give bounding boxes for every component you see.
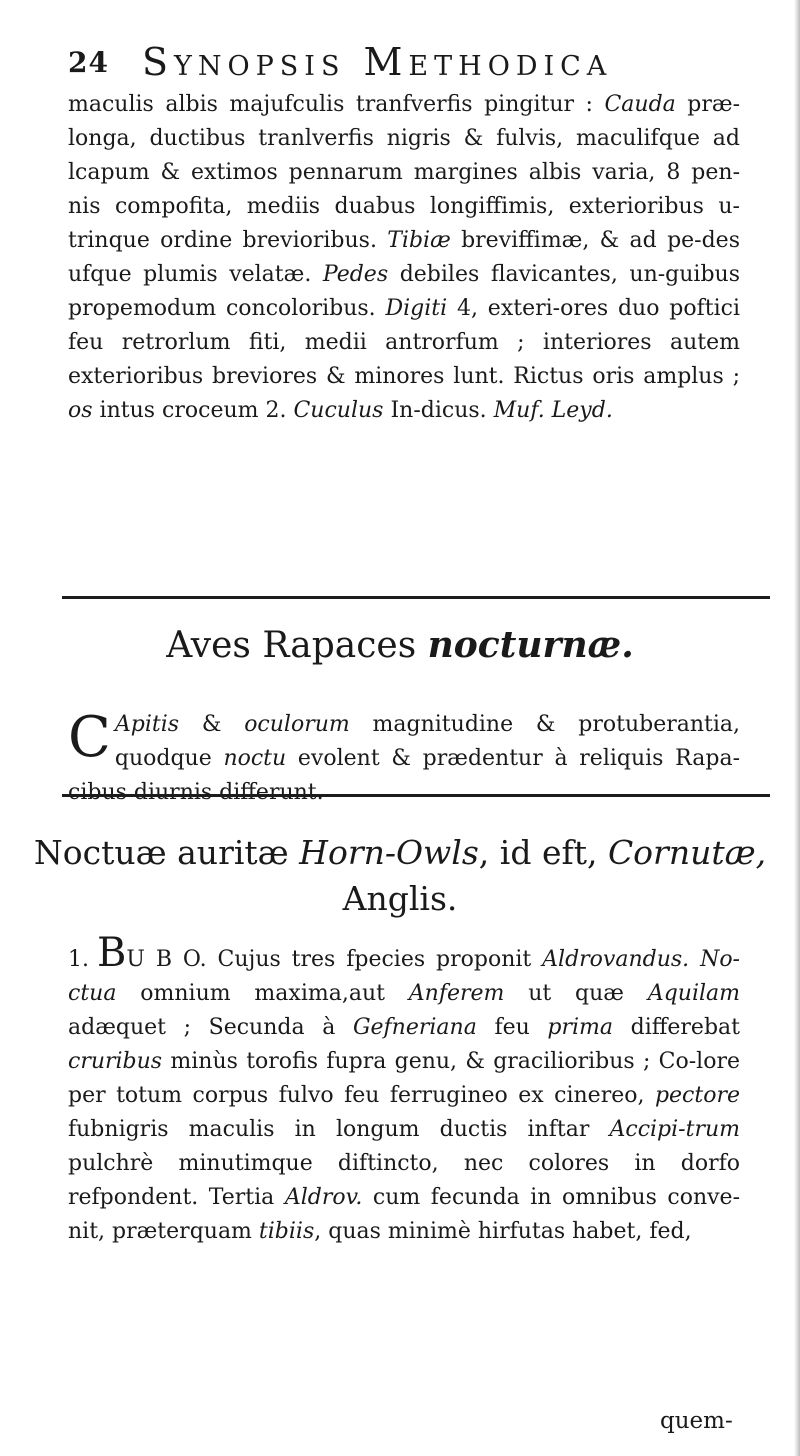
italic-run: No-ctua xyxy=(68,947,740,1006)
italic-run: Anferem xyxy=(408,981,505,1006)
entry-number: 1. xyxy=(68,947,89,972)
text-run: pulchrè minutimque diftincto, nec colores in dorfo refpondent. Tertia xyxy=(68,1151,740,1210)
text-run: omnium maxima,aut xyxy=(116,981,409,1006)
entry-text xyxy=(68,947,740,1244)
section-heading-italic: nocturnæ. xyxy=(427,624,634,666)
text-run: 4, exteri-ores duo poftici feu retrorlum fiti, medii antrorfum ; interiores autem exterioribus breviores & minores lunt. Rictus oris amplus ; xyxy=(68,296,741,389)
italic-run: Accipi-trum xyxy=(609,1117,740,1142)
text-run: fubnigris maculis in longum ductis inftar xyxy=(68,1117,610,1142)
italic-run: Digiti xyxy=(385,296,448,321)
entry-bubo-paragraph xyxy=(68,930,741,1249)
text-run: præ-longa, ductibus tranlverfis nigris & fulvis, maculifque ad lcapum & extimos pennarum margines albis varia, 8 pen-nis compofita, mediis duabus longiffimis, exterioribus u-trinque ordine brevioribus. xyxy=(68,92,740,253)
italic-run: prima xyxy=(547,1015,614,1040)
section-divider-rule xyxy=(62,794,770,797)
subsection-heading xyxy=(0,830,800,876)
catchword: quem- xyxy=(660,1408,733,1434)
italic-run: pectore xyxy=(654,1083,740,1108)
italic-run: Aldrov. xyxy=(284,1185,363,1210)
text-run: cum fecunda in omnibus conve-nit, præterquam xyxy=(68,1185,741,1244)
text-run: , quas minimè hirfutas habet, fed, xyxy=(314,1219,692,1244)
text-run: intus croceum 2. xyxy=(92,398,294,423)
text-run: adæquet ; Secunda à xyxy=(68,1015,353,1040)
italic-run: Tibiæ xyxy=(387,228,451,253)
text-run: feu xyxy=(476,1015,548,1040)
italic-run: Cuculus xyxy=(293,398,384,423)
page-edge-shadow xyxy=(794,0,800,1456)
text-run: & xyxy=(179,712,245,737)
italic-run: Cauda xyxy=(604,92,676,117)
italic-run: Pedes xyxy=(322,262,389,287)
text-run: ut quæ xyxy=(504,981,648,1006)
page-number: 24 xyxy=(68,46,109,79)
subsection-heading-line2: Anglis. xyxy=(342,879,458,918)
text-run: evolent & prædentur à reliquis Rapa-cibus diurnis differunt. xyxy=(68,746,740,805)
text-run: In-dicus. xyxy=(383,398,494,423)
text-run: magnitudine & protuberantia, quodque xyxy=(114,712,740,771)
italic-run: os xyxy=(68,398,93,423)
italic-run: Apitis xyxy=(114,712,180,737)
text-run: maculis albis majufculis tranfverfis pingitur : xyxy=(68,92,605,117)
text-run: U B O. Cujus tres fpecies proponit xyxy=(126,947,543,972)
drop-capital: B xyxy=(97,930,127,976)
italic-run: oculorum xyxy=(244,712,350,737)
paragraph-continued xyxy=(68,88,740,428)
italic-run: Muf. Leyd. xyxy=(493,398,613,423)
italic-run: cruribus xyxy=(68,1049,163,1074)
italic-run: Gefneriana xyxy=(352,1015,477,1040)
section-intro-text xyxy=(68,712,740,805)
italic-run: tibiis xyxy=(258,1219,315,1244)
italic-run: Horn-Owls xyxy=(299,833,479,872)
italic-run: Cornutæ, xyxy=(607,833,767,872)
italic-run: Aquilam xyxy=(647,981,741,1006)
text-run xyxy=(689,947,700,972)
text-run: differebat xyxy=(613,1015,740,1040)
drop-capital: C xyxy=(68,705,111,770)
text-run: , id eft, xyxy=(478,833,608,872)
text-run: Noctuæ auritæ xyxy=(33,833,300,872)
section-heading-text: Aves Rapaces xyxy=(166,625,428,666)
text-run: breviffimæ, & ad pe-des ufque plumis velatæ. xyxy=(68,228,740,287)
text-run: minùs torofis fupra genu, & gracilioribus ; Co-lore per totum corpus fulvo feu ferrugineo ex cinereo, xyxy=(68,1049,740,1108)
italic-run: noctu xyxy=(223,746,287,771)
running-title: Synopsis Methodica xyxy=(142,40,613,84)
italic-run: Aldrovandus. xyxy=(542,947,690,972)
section-divider-rule xyxy=(62,596,770,599)
text-run: debiles flavicantes, un-guibus propemodum concoloribus. xyxy=(68,262,741,321)
section-heading-aves-rapaces xyxy=(0,624,800,666)
